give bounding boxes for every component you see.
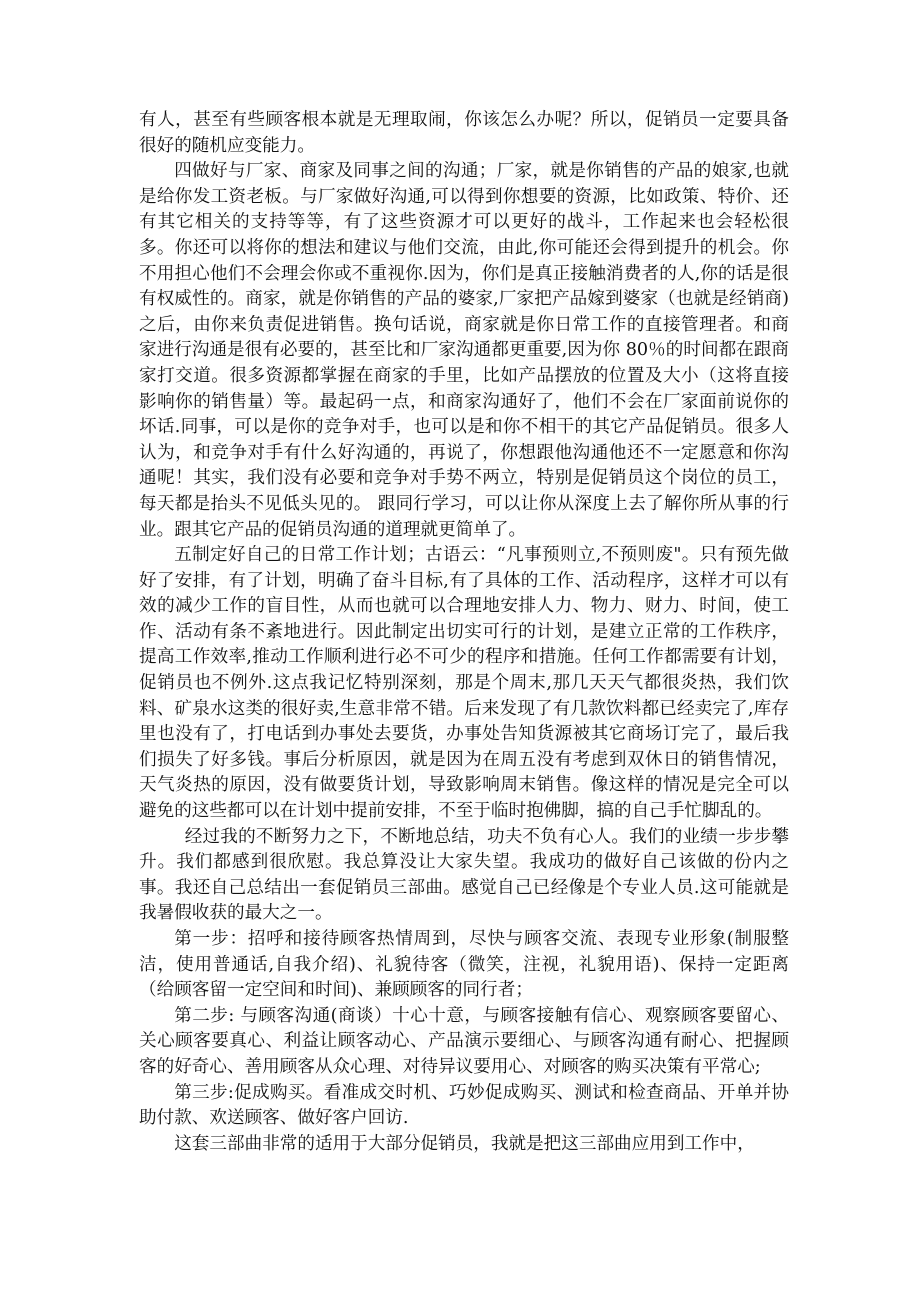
paragraph-continuation: 有人，甚至有些顾客根本就是无理取闹，你该怎么办呢？所以，促销员一定要具备很好的随机应变能力。 bbox=[139, 110, 789, 156]
paragraph-work-plan: 五制定好自己的日常工作计划；古语云：“凡事预则立,不预则废"。只有预先做好了安排，有了计划，明确了奋斗目标,有了具体的工作、活动程序，这样才可以有效的减少工作的盲目性，从而也就可以合理地安排人力、物力、财力、时间，使工作、活动有条不紊地进行。因此制定出切实可行的计划，是建立正常的工作秩序，提高工作效率,推动工作顺利进行必不可少的程序和措施。任何工作都需要有计划，促销员也不例外.这点我记忆特别深刻，那是个周末,那几天天气都很炎热，我们饮料、矿泉水这类的很好卖,生意非常不错。后来发现了有几款饮料都已经卖完了,库存里也没有了，打电话到办事处去要货，办事处告知货源被其它商场订完了，最后我们损失了好多钱。事后分析原因，就是因为在周五没有考虑到双休日的销售情况，天气炎热的原因，没有做要货计划，导致影响周末销售。像这样的情况是完全可以避免的这些都可以在计划中提前安排，不至于临时抱佛脚，搞的自己手忙脚乱的。 bbox=[139, 545, 789, 822]
paragraph-step-two: 第二步: 与顾客沟通(商谈）十心十意，与顾客接触有信心、观察顾客要留心、关心顾客要真心、利益让顾客动心、产品演示要细心、与顾客沟通有耐心、把握顾客的好奇心、善用顾客从众心理、对待异议要用心、对顾客的购买决策有平常心; bbox=[139, 1005, 789, 1077]
paragraph-closing: 这套三部曲非常的适用于大部分促销员，我就是把这三部曲应用到工作中， bbox=[174, 1133, 755, 1154]
paragraph-step-one: 第一步：招呼和接待顾客热情周到，尽快与顾客交流、表现专业形象(制服整洁，使用普通话,自我介绍)、礼貌待客（微笑，注视，礼貌用语)、保持一定距离（给顾客留一定空间和时间)、兼顾顾客的同行者； bbox=[139, 929, 789, 1001]
paragraph-summary: 经过我的不断努力之下，不断地总结，功夫不负有心人。我们的业绩一步步攀升。我们都感到很欣慰。我总算没让大家失望。我成功的做好自己该做的份内之事。我还自己总结出一套促销员三部曲。感觉自己已经像是个专业人员.这可能就是我暑假收获的最大之一。 bbox=[139, 826, 789, 924]
paragraph-step-three: 第三步:促成购买。看准成交时机、巧妙促成购买、测试和检查商品、开单并协助付款、欢送顾客、做好客户回访. bbox=[139, 1082, 789, 1129]
document-page bbox=[139, 108, 789, 1157]
paragraph-communication: 四做好与厂家、商家及同事之间的沟通；厂家，就是你销售的产品的娘家,也就是给你发工资老板。与厂家做好沟通,可以得到你想要的资源，比如政策、特价、还有其它相关的支持等等，有了这些资源才可以更好的战斗，工作起来也会轻松很多。你还可以将你的想法和建议与他们交流，由此,你可能还会得到提升的机会。你不用担心他们不会理会你或不重视你.因为，你们是真正接触消费者的人,你的话是很有权威性的。商家，就是你销售的产品的婆家,厂家把产品嫁到婆家（也就是经销商)之后，由你来负责促进销售。换句话说，商家就是你日常工作的直接管理者。和商家进行沟通是很有必要的，甚至比和厂家沟通都更重要,因为你 80％的时间都在跟商家打交道。很多资源都掌握在商家的手里，比如产品摆放的位置及大小（这将直接影响你的销售量）等。最起码一点，和商家沟通好了，他们不会在厂家面前说你的坏话.同事，可以是你的竞争对手，也可以是和你不相干的其它产品促销员。很多人认为，和竞争对手有什么好沟通的，再说了，你想跟他沟通他还不一定愿意和你沟通呢！其实，我们没有必要和竞争对手势不两立，特别是促销员这个岗位的员工，每天都是抬头不见低头见的。 跟同行学习，可以让你从深度上去了解你所从事的行业。跟其它产品的促销员沟通的道理就更简单了。 bbox=[139, 161, 789, 540]
